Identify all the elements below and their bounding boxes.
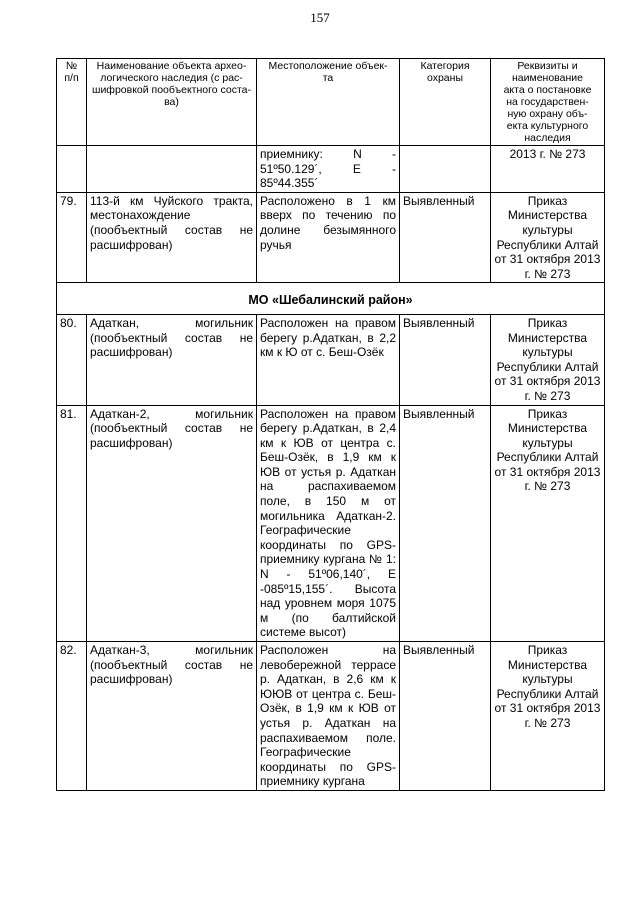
- cell-location: Расположено в 1 км вверх по течению по долине безымянного ручья: [257, 192, 400, 283]
- table-row: [57, 314, 605, 405]
- header-location: Местоположение объек- та: [257, 59, 400, 146]
- table-row: [57, 642, 605, 791]
- cell-location: Расположен на левобережной террасе р. Адаткан, в 2,6 км к ЮЮВ от центра с. Беш-Озёк, в 1,9 км к ЮВ от устья р. Адаткан на распахиваемом поле. Географические координаты по GPS-приемнику кургана: [257, 642, 400, 791]
- header-requisites: Реквизиты и наименование акта о постановке на государствен- ную охрану объ- екта культурного наследия: [491, 59, 605, 146]
- cell-location: Расположен на правом берегу р.Адаткан, в 2,4 км к ЮВ от центра с. Беш-Озёк, в 1,9 км к ЮВ от устья р. Адаткан на распахиваемом поле, в 150 м от могильника Адаткан-2. Географические координаты по GPS-приемнику кургана № 1: N - 51º06,140´, E -085º15,155´. Высота над уровнем моря 1075 м (по балтийской системе высот): [257, 405, 400, 642]
- cell-requisites: Приказ Министерства культуры Республики Алтай от 31 октября 2013 г. № 273: [491, 642, 605, 791]
- cell-num: 82.: [57, 642, 87, 791]
- table-row: [57, 405, 605, 642]
- cell-name: Адаткан-2, могильник (пообъектный состав не расшифрован): [87, 405, 257, 642]
- header-name: Наименование объекта архео- логического наследия (с рас- шифровкой пообъектного соста- ва): [87, 59, 257, 146]
- cell-location: Расположен на правом берегу р.Адаткан, в 2,2 км к Ю от с. Беш-Озёк: [257, 314, 400, 405]
- heritage-register-table: [56, 58, 605, 791]
- cell-category: Выявленный: [400, 405, 491, 642]
- cell-num: 80.: [57, 314, 87, 405]
- cell-requisites: 2013 г. № 273: [491, 146, 605, 193]
- cell-name: Адаткан, могильник (пообъектный состав не расшифрован): [87, 314, 257, 405]
- cell-name: 113-й км Чуйского тракта, местонахождение (пообъектный состав не расшифрован): [87, 192, 257, 283]
- table-row: [57, 192, 605, 283]
- table-header-row: [57, 59, 605, 146]
- cell-requisites: Приказ Министерства культуры Республики Алтай от 31 октября 2013 г. № 273: [491, 192, 605, 283]
- cell-name: [87, 146, 257, 193]
- cell-num: 79.: [57, 192, 87, 283]
- section-title: МО «Шебалинский район»: [57, 283, 605, 315]
- header-category: Категория охраны: [400, 59, 491, 146]
- cell-category: Выявленный: [400, 642, 491, 791]
- table-row-continuation: [57, 146, 605, 193]
- cell-num: 81.: [57, 405, 87, 642]
- header-num: № п/п: [57, 59, 87, 146]
- page-number: 157: [310, 10, 330, 25]
- section-row: [57, 283, 605, 315]
- cell-num: [57, 146, 87, 193]
- cell-name: Адаткан-3, могильник (пообъектный состав не расшифрован): [87, 642, 257, 791]
- cell-category: Выявленный: [400, 314, 491, 405]
- cell-category: [400, 146, 491, 193]
- cell-requisites: Приказ Министерства культуры Республики Алтай от 31 октября 2013 г. № 273: [491, 405, 605, 642]
- cell-category: Выявленный: [400, 192, 491, 283]
- cell-location: приемнику: N - 51º50.129´, E - 85º44.355´: [257, 146, 400, 193]
- cell-requisites: Приказ Министерства культуры Республики Алтай от 31 октября 2013 г. № 273: [491, 314, 605, 405]
